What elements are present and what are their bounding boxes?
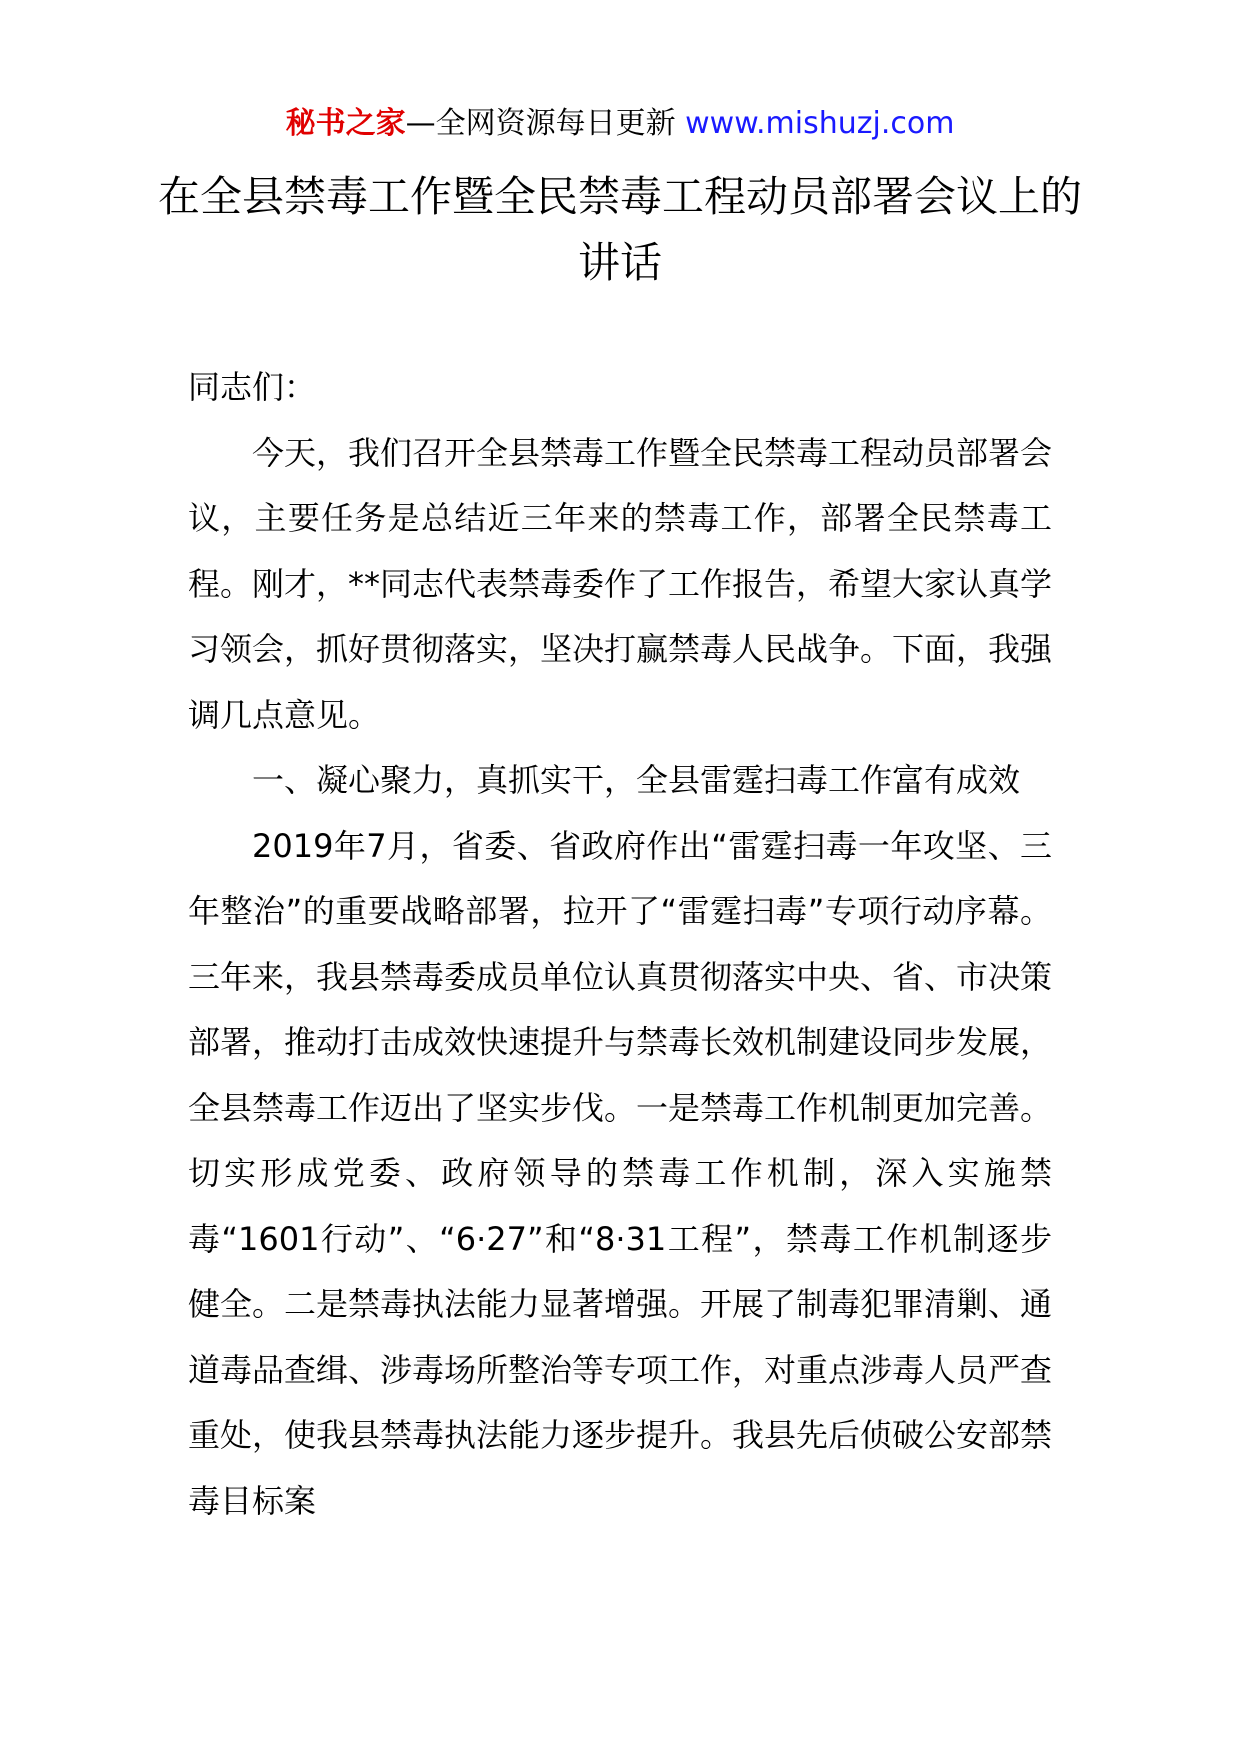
header-tagline: —全网资源每日更新	[405, 106, 676, 141]
section-heading-1: 一、凝心聚力，真抓实干，全县雷霆扫毒工作富有成效	[252, 761, 1021, 799]
document-title: 在全县禁毒工作暨全民禁毒工程动员部署会议上的讲话	[157, 172, 1082, 287]
site-url-link[interactable]: www.mishuzj.com	[685, 106, 955, 141]
document-body	[188, 355, 1052, 1534]
brand-name: 秘书之家	[285, 106, 406, 141]
body-paragraph-2: 2019年7月，省委、省政府作出“雷霆扫毒一年攻坚、三年整治”的重要战略部署，拉开了“雷霆扫毒”专项行动序幕。三年来，我县禁毒委成员单位认真贯彻落实中央、省、市决策部署，推动打击成效快速提升与禁毒长效机制建设同步发展，全县禁毒工作迈出了坚实步伐。一是禁毒工作机制更加完善。切实形成党委、政府领导的禁毒工作机制，深入实施禁毒“1601行动”、“6·27”和“8·31工程”，禁毒工作机制逐步健全。二是禁毒执法能力显著增强。开展了制毒犯罪清剿、通道毒品查缉、涉毒场所整治等专项工作，对重点涉毒人员严查重处，使我县禁毒执法能力逐步提升。我县先后侦破公安部禁毒目标案	[188, 826, 1053, 1520]
salutation: 同志们：	[188, 368, 317, 406]
body-paragraph-1: 今天，我们召开全县禁毒工作暨全民禁毒工程动员部署会议，主要任务是总结近三年来的禁毒工作，部署全民禁毒工程。刚才，**同志代表禁毒委作了工作报告，希望大家认真学习领会，抓好贯彻落实，坚决打赢禁毒人民战争。下面，我强调几点意见。	[188, 433, 1053, 734]
watermark-header	[0, 102, 1240, 146]
